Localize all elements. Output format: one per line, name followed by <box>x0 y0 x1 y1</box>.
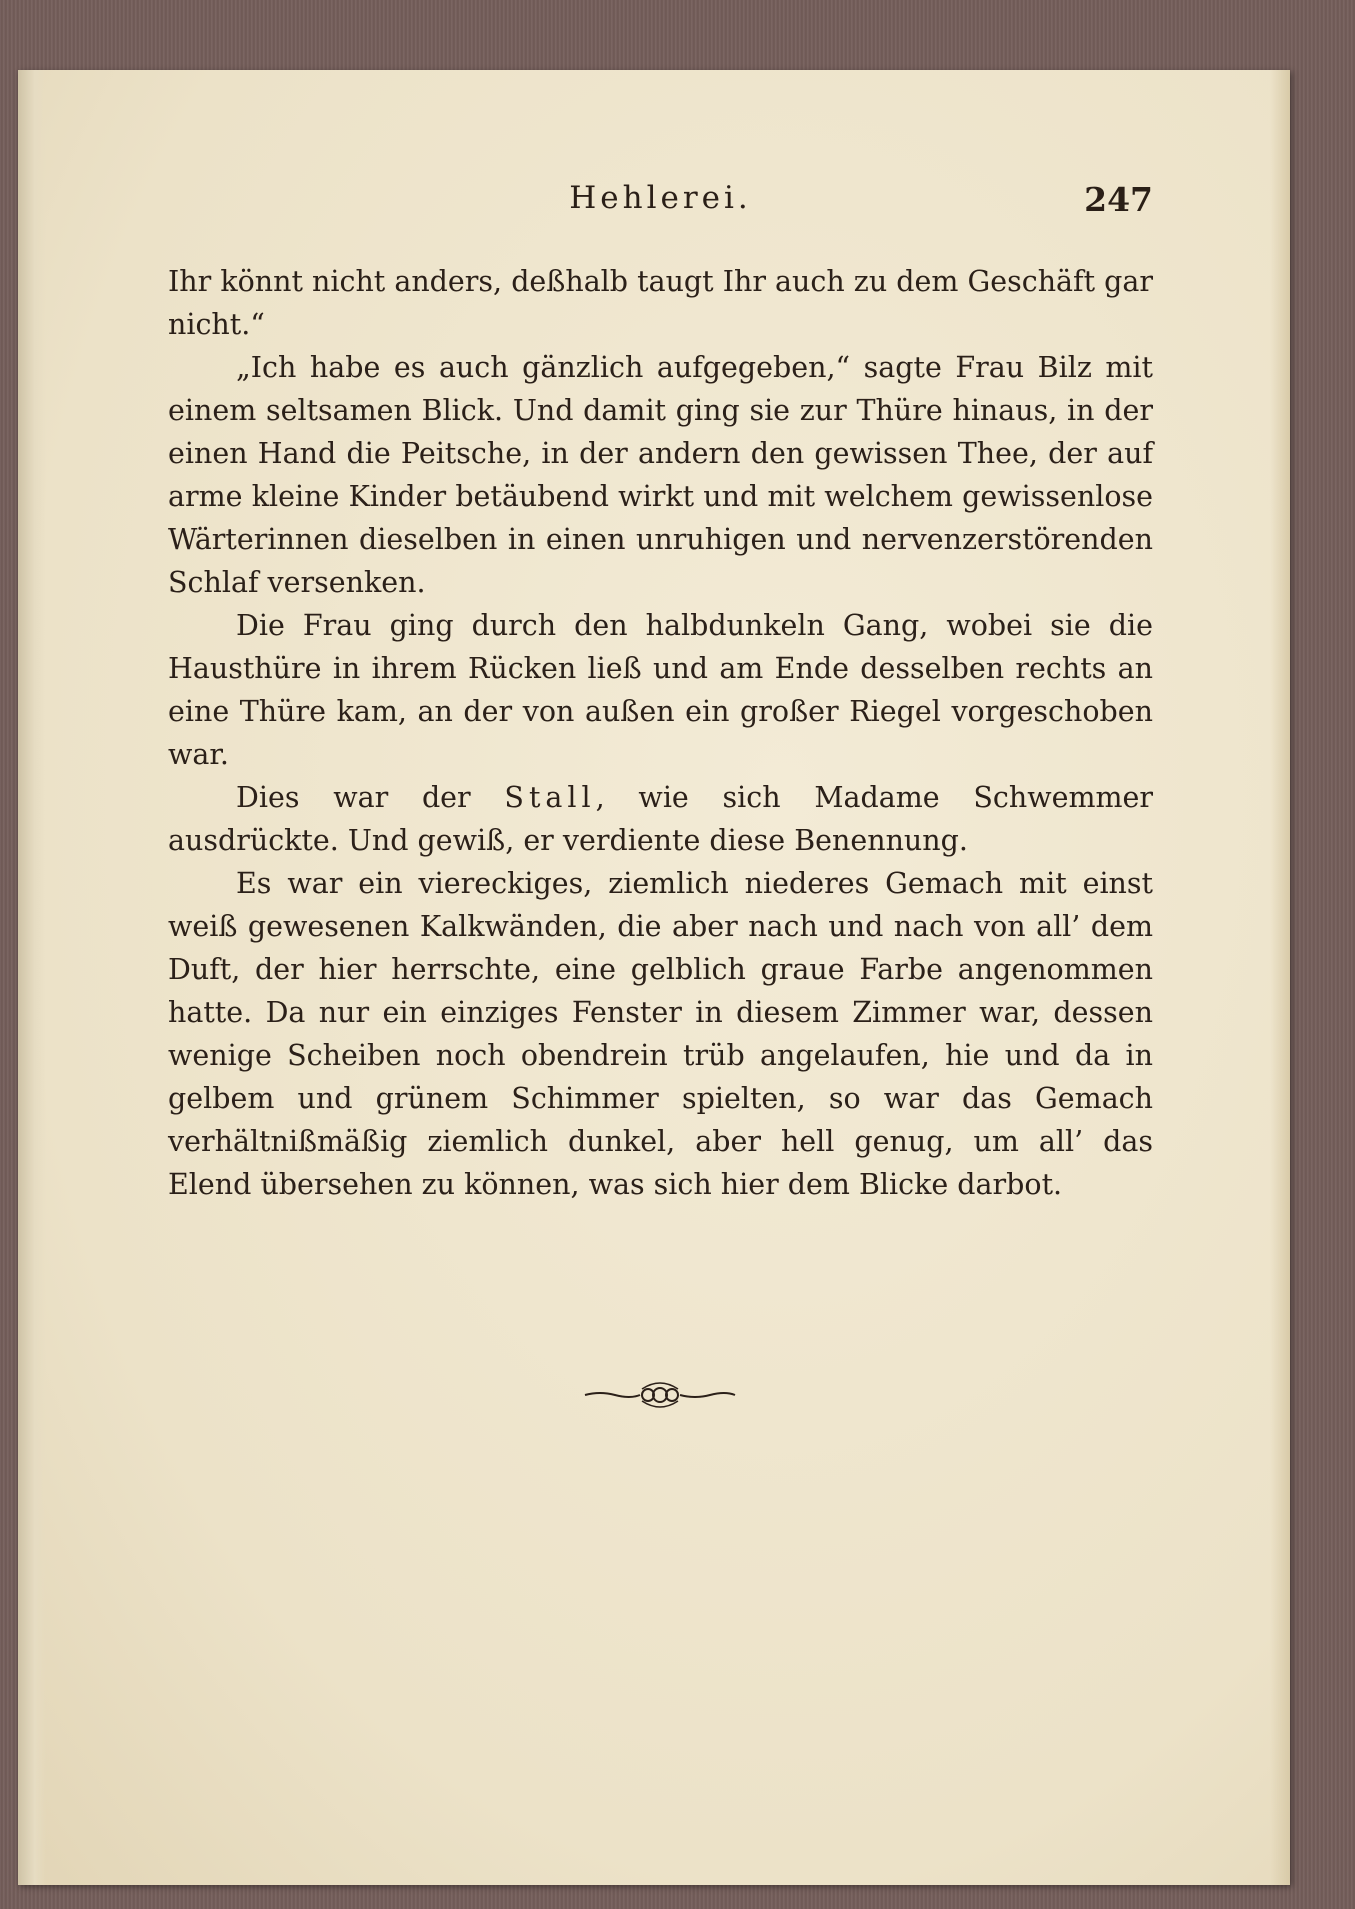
emphasis-stall: Stall <box>504 781 596 814</box>
body-text <box>168 260 1153 1206</box>
fleuron-ornament-icon <box>580 1375 740 1415</box>
paragraph-4-end: , wie sich Madame Schwemmer ausdrückte. Und gewiß, er verdiente diese Benennung. <box>168 781 1154 857</box>
page-gutter <box>18 70 46 1885</box>
paragraph-4-start: Dies war der <box>236 781 505 814</box>
page-number: 247 <box>1084 180 1153 219</box>
paragraph-1: Ihr könnt nicht anders, deßhalb taugt Ihr auch zu dem Geschäft gar nicht.“ <box>168 265 1153 341</box>
page-header <box>168 180 1153 230</box>
paragraph-4 <box>168 776 1153 862</box>
paragraph-5: Es war ein viereckiges, ziemlich niederes Gemach mit einst weiß gewesenen Kalkwänden, die aber nach und nach von all’ dem Duft, der hier herrschte, eine gelblich graue Farbe angenommen hatte. Da nur ein einziges Fenster in diesem Zimmer war, dessen wenige Scheiben noch obendrein trüb angelaufen, hie und da in gelbem und grünem Schimmer spielten, so war das Gemach verhältnißmäßig ziemlich dunkel, aber hell genug, um all’ das Elend übersehen zu können, was sich hier dem Blicke darbot. <box>168 867 1153 1201</box>
page-edge <box>1270 70 1290 1885</box>
paragraph-2: „Ich habe es auch gänzlich aufgegeben,“ sagte Frau Bilz mit einem seltsamen Blick. Und damit ging sie zur Thüre hinaus, in der einen Hand die Peitsche, in der andern den gewissen Thee, der auf arme kleine Kinder betäubend wirkt und mit welchem gewissenlose Wärterinnen dieselben in einen unruhigen und nervenzerstörenden Schlaf versenken. <box>168 351 1153 599</box>
paragraph-3: Die Frau ging durch den halbdunkeln Gang, wobei sie die Hausthüre in ihrem Rücken ließ und am Ende desselben rechts an eine Thüre kam, an der von außen ein großer Riegel vorgeschoben war. <box>168 609 1153 771</box>
running-title: Hehlerei. <box>569 180 752 216</box>
